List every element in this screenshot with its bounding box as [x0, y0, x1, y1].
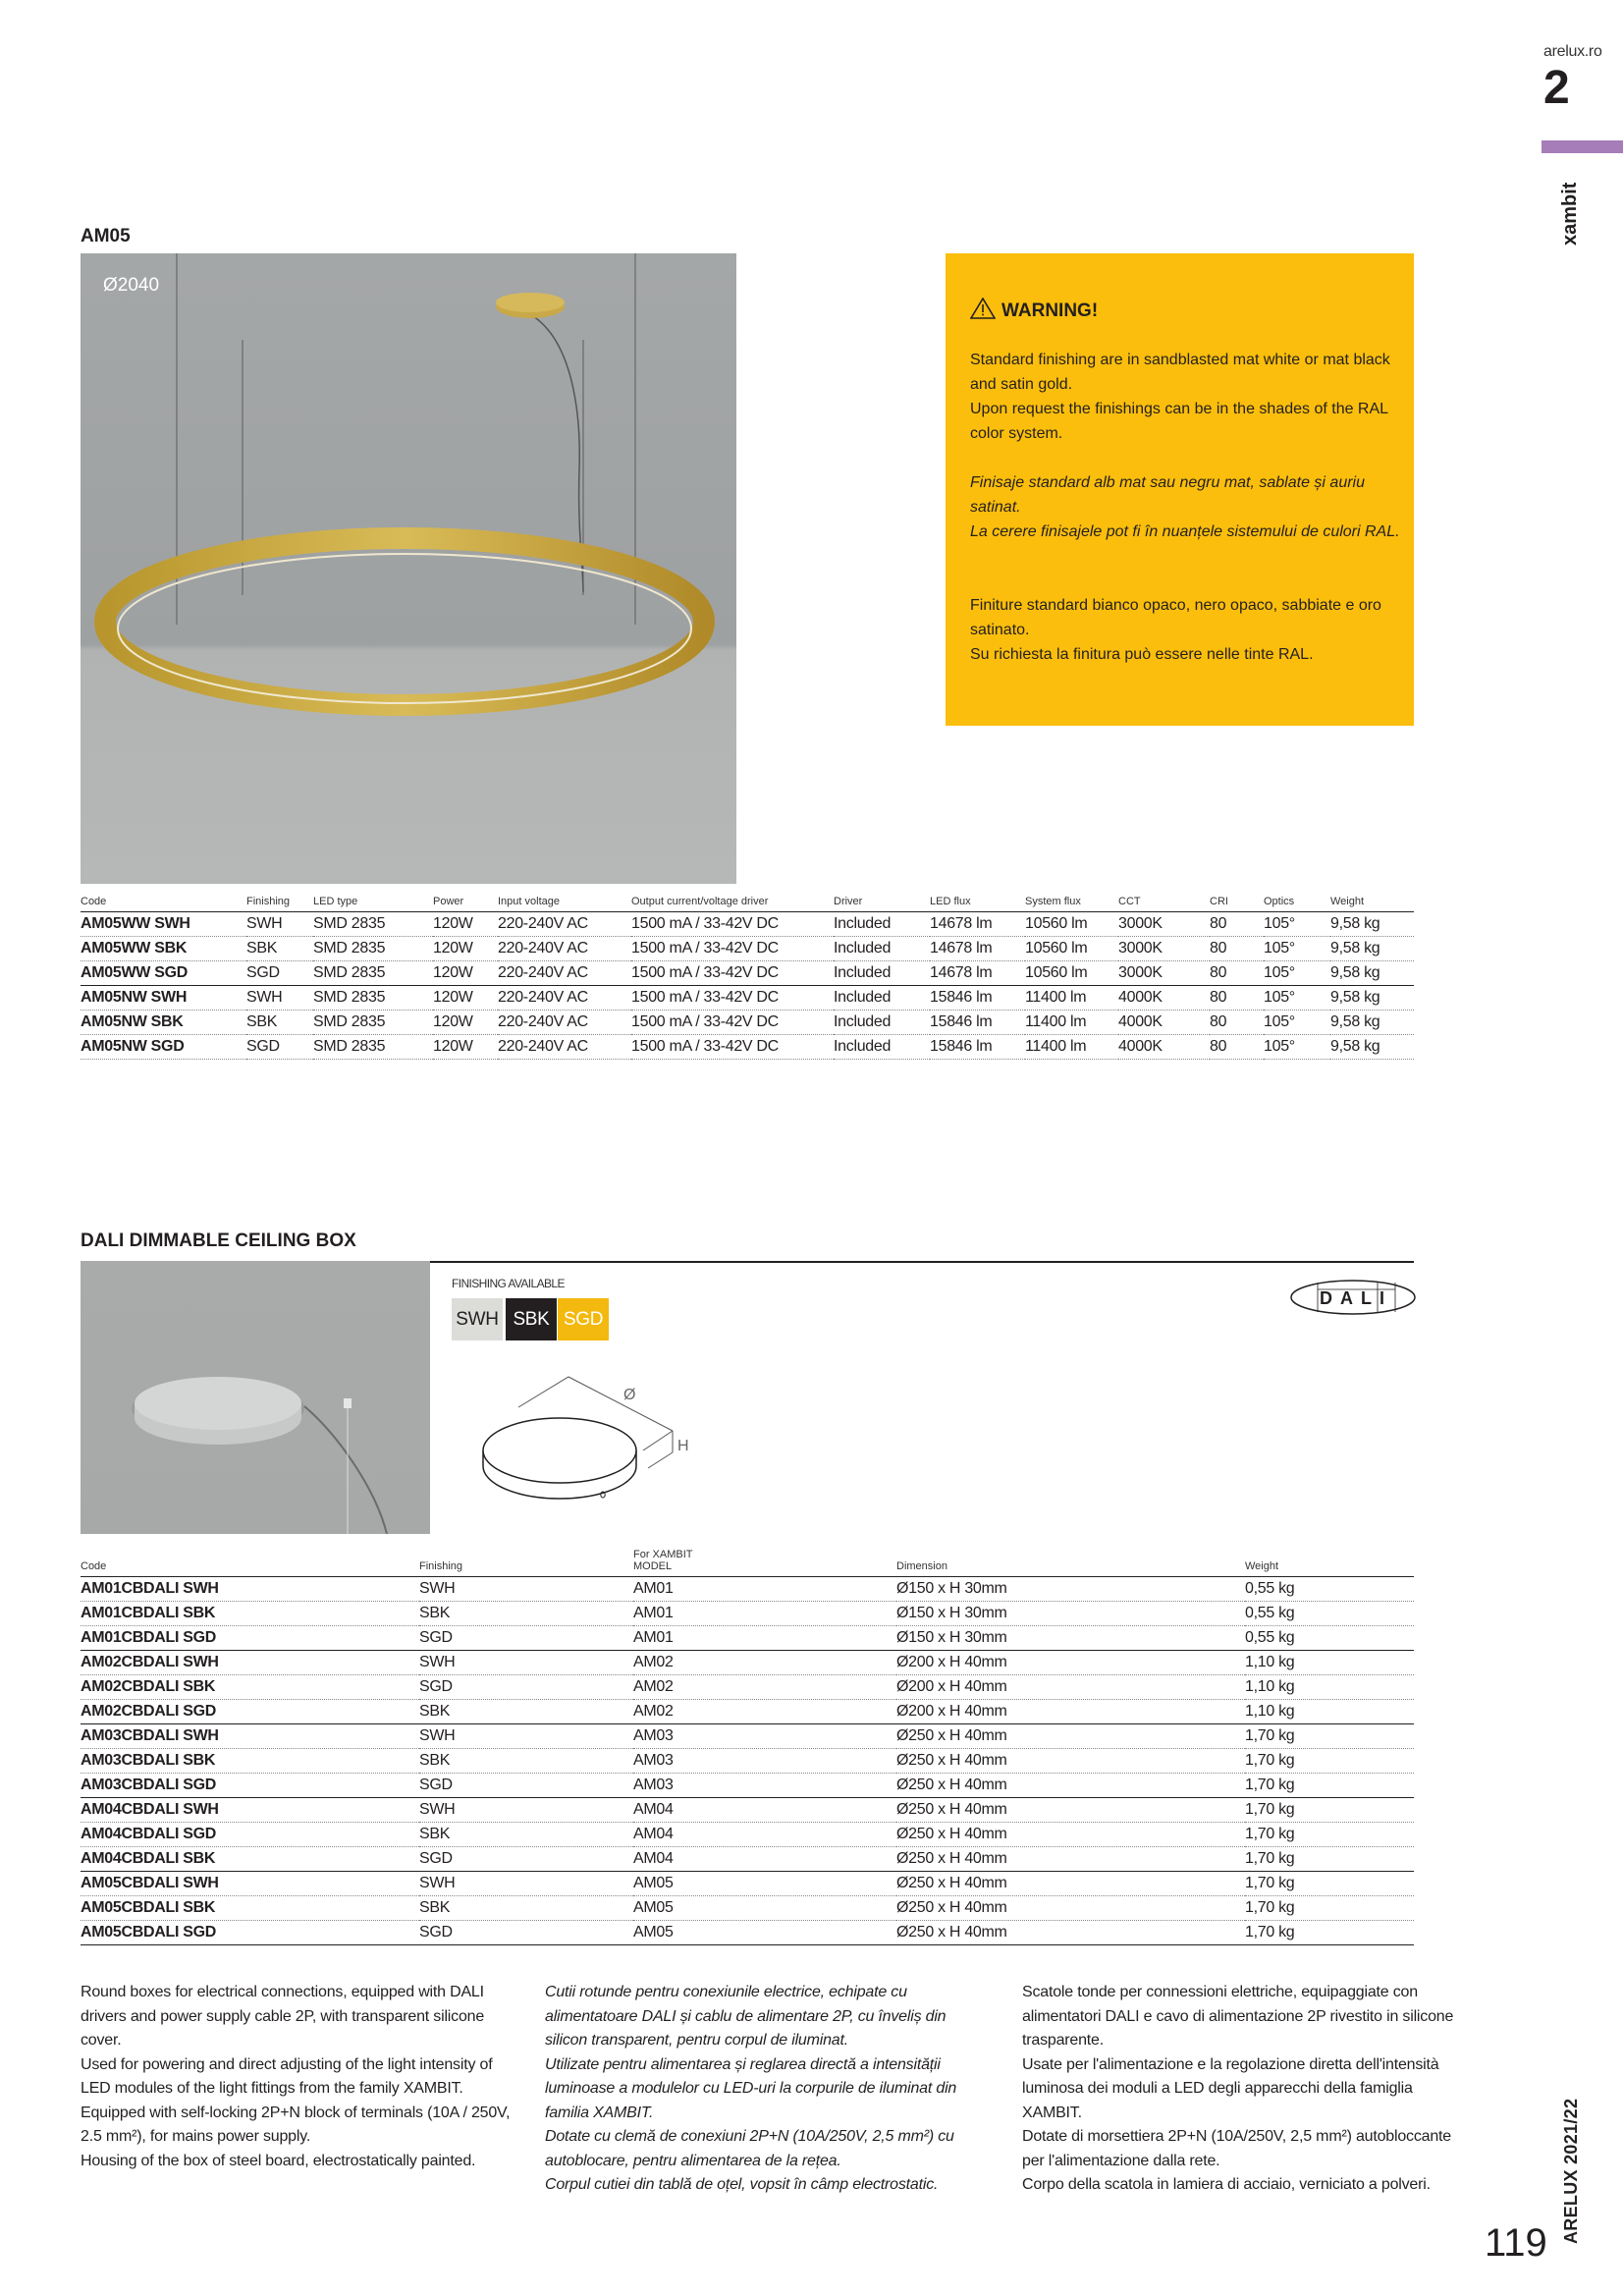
table-cell: SWH: [246, 986, 313, 1011]
family-label: xambit: [1559, 182, 1581, 246]
dali-logo-icon: [1289, 1279, 1417, 1321]
table-cell: 105°: [1264, 986, 1330, 1011]
table-cell: Ø150 x H 30mm: [896, 1577, 1245, 1602]
table-cell: Included: [834, 961, 930, 986]
section-divider: [430, 1261, 1414, 1263]
table-cell: 220-240V AC: [498, 1035, 631, 1060]
table-cell: 1,70 kg: [1245, 1774, 1414, 1798]
table-cell: 1,70 kg: [1245, 1872, 1414, 1896]
table-cell: Included: [834, 1011, 930, 1035]
table-cell: SBK: [419, 1700, 633, 1724]
table-cell: AM02: [633, 1700, 896, 1724]
product-code: AM03CBDALI SBK: [81, 1749, 419, 1774]
col-header: Finishing: [246, 896, 313, 912]
col-header: Driver: [834, 896, 930, 912]
dimension-drawing: [471, 1370, 707, 1532]
product-code: AM02CBDALI SBK: [81, 1675, 419, 1700]
table-cell: 11400 lm: [1025, 986, 1118, 1011]
table-cell: 4000K: [1118, 1011, 1210, 1035]
table-cell: 220-240V AC: [498, 986, 631, 1011]
table-cell: Ø250 x H 40mm: [896, 1896, 1245, 1921]
table-cell: 1,70 kg: [1245, 1823, 1414, 1847]
chapter-number: 2: [1543, 62, 1570, 114]
table-cell: 120W: [433, 937, 498, 961]
table-cell: Included: [834, 912, 930, 937]
table-cell: 1,10 kg: [1245, 1675, 1414, 1700]
table-cell: Ø250 x H 40mm: [896, 1749, 1245, 1774]
table-cell: 3000K: [1118, 912, 1210, 937]
table-cell: AM04: [633, 1847, 896, 1872]
warning-triangle-icon: [970, 298, 996, 325]
product-photo-am05: [81, 253, 736, 884]
product-photo-dali-box: [81, 1261, 430, 1534]
table-cell: 80: [1210, 961, 1264, 986]
table-cell: SMD 2835: [313, 986, 433, 1011]
col-header-code: Code: [81, 1549, 419, 1577]
col-header-weight: Weight: [1245, 1549, 1414, 1577]
product-code: AM03CBDALI SWH: [81, 1724, 419, 1749]
warning-text-ro: [970, 470, 1402, 544]
table-cell: SBK: [419, 1896, 633, 1921]
table-row: [81, 1724, 1414, 1749]
description-paragraph: Utilizate pentru alimentarea și reglarea directă a intensității luminoase a modulelor cu LED-uri la corpurile de iluminat din familia XAMBIT.: [545, 2055, 957, 2121]
table-cell: 1500 mA / 33-42V DC: [631, 1011, 834, 1035]
table-cell: 9,58 kg: [1330, 1011, 1414, 1035]
warning-ro-line: La cerere finisajele pot fi în nuanțele sistemului de culori RAL.: [970, 523, 1400, 540]
col-header: Weight: [1330, 896, 1414, 912]
table-cell: Ø200 x H 40mm: [896, 1651, 1245, 1675]
warning-heading: [970, 298, 1098, 325]
description-paragraph: Usate per l'alimentazione e la regolazione diretta dell'intensità luminosa dei moduli a LED degli apparecchi della famiglia XAMBIT.: [1022, 2055, 1439, 2121]
table-cell: Ø250 x H 40mm: [896, 1798, 1245, 1823]
table-cell: 1,10 kg: [1245, 1651, 1414, 1675]
table-cell: 105°: [1264, 912, 1330, 937]
section-title-dali: DALI DIMMABLE CEILING BOX: [81, 1230, 356, 1251]
table-cell: 220-240V AC: [498, 937, 631, 961]
table-cell: SMD 2835: [313, 1011, 433, 1035]
table-cell: 80: [1210, 986, 1264, 1011]
table-cell: SGD: [419, 1675, 633, 1700]
table-cell: AM04: [633, 1798, 896, 1823]
table-cell: AM01: [633, 1602, 896, 1626]
table-cell: 1,10 kg: [1245, 1700, 1414, 1724]
table-cell: 9,58 kg: [1330, 1035, 1414, 1060]
table-cell: Included: [834, 986, 930, 1011]
table-cell: AM04: [633, 1823, 896, 1847]
description-paragraph: Housing of the box of steel board, electrostatically painted.: [81, 2152, 476, 2169]
finish-swatch-sbk: SBK: [506, 1298, 557, 1340]
table-cell: 10560 lm: [1025, 961, 1118, 986]
diameter-symbol: Ø: [623, 1387, 636, 1403]
table-cell: Ø150 x H 30mm: [896, 1602, 1245, 1626]
product-code: AM05NW SGD: [81, 1035, 246, 1060]
table-row: [81, 1602, 1414, 1626]
product-code: AM02CBDALI SGD: [81, 1700, 419, 1724]
table-cell: Included: [834, 1035, 930, 1060]
table-cell: 9,58 kg: [1330, 986, 1414, 1011]
description-paragraph: Scatole tonde per connessioni elettriche, equipaggiate con alimentatori DALI e cavo di alimentazione 2P rivestito in silicone trasparente.: [1022, 1984, 1454, 2049]
table-cell: Ø250 x H 40mm: [896, 1774, 1245, 1798]
product-code: AM01CBDALI SWH: [81, 1577, 419, 1602]
catalog-label: ARELUX 2021/22: [1561, 2098, 1581, 2244]
table-cell: 10560 lm: [1025, 912, 1118, 937]
product-code: AM05NW SWH: [81, 986, 246, 1011]
description-paragraph: Equipped with self-locking 2P+N block of terminals (10A / 250V, 2.5 mm²), for mains power supply.: [81, 2104, 511, 2145]
table-cell: 0,55 kg: [1245, 1577, 1414, 1602]
col-header: LED type: [313, 896, 433, 912]
table-header-row: [81, 1549, 1414, 1577]
col-header: Code: [81, 896, 246, 912]
description-english: [81, 1981, 522, 2173]
table-cell: Ø150 x H 30mm: [896, 1626, 1245, 1651]
table-cell: 0,55 kg: [1245, 1626, 1414, 1651]
table-cell: SBK: [246, 937, 313, 961]
table-cell: 105°: [1264, 1035, 1330, 1060]
table-cell: SGD: [419, 1921, 633, 1945]
table-cell: SGD: [246, 1035, 313, 1060]
table-cell: 15846 lm: [930, 986, 1025, 1011]
table-cell: SGD: [419, 1774, 633, 1798]
table-cell: 9,58 kg: [1330, 937, 1414, 961]
col-header: LED flux: [930, 896, 1025, 912]
table-cell: AM03: [633, 1749, 896, 1774]
col-header: CCT: [1118, 896, 1210, 912]
table-cell: 14678 lm: [930, 937, 1025, 961]
table-cell: 1,70 kg: [1245, 1896, 1414, 1921]
table-cell: SMD 2835: [313, 937, 433, 961]
table-cell: 1,70 kg: [1245, 1921, 1414, 1945]
table-row: [81, 937, 1414, 961]
product-code: AM05CBDALI SWH: [81, 1872, 419, 1896]
table-cell: 1500 mA / 33-42V DC: [631, 912, 834, 937]
table-cell: 80: [1210, 1035, 1264, 1060]
table-cell: Ø250 x H 40mm: [896, 1921, 1245, 1945]
col-header: Optics: [1264, 896, 1330, 912]
description-paragraph: Round boxes for electrical connections, equipped with DALI drivers and power supply cable 2P, with transparent silicone cover.: [81, 1984, 485, 2049]
table-cell: Ø250 x H 40mm: [896, 1872, 1245, 1896]
ceiling-box-illustration: [81, 1261, 430, 1534]
warning-title: WARNING!: [1001, 301, 1099, 321]
page-number: 119: [1485, 2221, 1547, 2265]
product-code: AM02CBDALI SWH: [81, 1651, 419, 1675]
table-cell: SMD 2835: [313, 912, 433, 937]
catalog-tab: [1561, 2098, 1591, 2244]
table-cell: 120W: [433, 1011, 498, 1035]
description-italian: [1022, 1981, 1454, 2198]
dali-spec-table: [81, 1549, 1414, 1945]
warning-en-line: Upon request the finishings can be in the shades of the RAL color system.: [970, 401, 1388, 442]
chapter-color-bar: [1542, 140, 1623, 153]
table-cell: 11400 lm: [1025, 1011, 1118, 1035]
table-row: [81, 1823, 1414, 1847]
table-row: [81, 1651, 1414, 1675]
table-cell: 4000K: [1118, 986, 1210, 1011]
table-cell: 105°: [1264, 961, 1330, 986]
table-cell: SGD: [419, 1626, 633, 1651]
table-cell: 120W: [433, 1035, 498, 1060]
description-paragraph: Used for powering and direct adjusting of the light intensity of LED modules of the light fittings from the family XAMBIT.: [81, 2055, 493, 2097]
table-row: [81, 1921, 1414, 1945]
product-code: AM05WW SBK: [81, 937, 246, 961]
table-cell: 9,58 kg: [1330, 961, 1414, 986]
table-cell: SMD 2835: [313, 1035, 433, 1060]
table-cell: SBK: [419, 1749, 633, 1774]
table-cell: SWH: [419, 1724, 633, 1749]
description-paragraph: Dotate cu clemă de conexiuni 2P+N (10A/250V, 2,5 mm²) cu autoblocare, pentru alimentarea de la rețea.: [545, 2128, 954, 2169]
table-row: [81, 1798, 1414, 1823]
table-cell: AM05: [633, 1896, 896, 1921]
ring-pendant-illustration: [81, 253, 736, 884]
table-cell: 11400 lm: [1025, 1035, 1118, 1060]
model-header-line: For XAMBIT: [633, 1549, 693, 1560]
finish-swatch-sgd: SGD: [558, 1298, 609, 1340]
table-cell: 14678 lm: [930, 961, 1025, 986]
table-cell: AM02: [633, 1675, 896, 1700]
warning-it-line: Finiture standard bianco opaco, nero opaco, sabbiate e oro satinato.: [970, 597, 1381, 638]
table-row: [81, 1626, 1414, 1651]
table-cell: 1,70 kg: [1245, 1798, 1414, 1823]
table-cell: 15846 lm: [930, 1011, 1025, 1035]
table-cell: 1,70 kg: [1245, 1749, 1414, 1774]
section-title-am05: AM05: [81, 226, 131, 246]
warning-it-line: Su richiesta la finitura può essere nelle tinte RAL.: [970, 646, 1314, 663]
product-code: AM05CBDALI SGD: [81, 1921, 419, 1945]
col-header: Output current/voltage driver: [631, 896, 834, 912]
description-paragraph: Corpul cutiei din tablă de oțel, vopsit în câmp electrostatic.: [545, 2176, 939, 2193]
table-cell: 80: [1210, 912, 1264, 937]
table-row: [81, 986, 1414, 1011]
description-paragraph: Corpo della scatola in lamiera di acciaio, verniciato a polveri.: [1022, 2176, 1431, 2193]
table-row: [81, 1872, 1414, 1896]
am05-spec-table: [81, 896, 1414, 1060]
description-romanian: [545, 1981, 987, 2198]
table-row: [81, 1577, 1414, 1602]
table-cell: 10560 lm: [1025, 937, 1118, 961]
table-row: [81, 912, 1414, 937]
table-cell: SWH: [419, 1577, 633, 1602]
warning-text-en: [970, 348, 1402, 446]
website-label: arelux.ro: [1543, 43, 1602, 60]
description-paragraph: Dotate di morsettiera 2P+N (10A/250V, 2,5 mm²) autobloccante per l'alimentazione dalla rete.: [1022, 2128, 1451, 2169]
table-cell: AM02: [633, 1651, 896, 1675]
table-row: [81, 961, 1414, 986]
table-cell: 3000K: [1118, 937, 1210, 961]
table-row: [81, 1749, 1414, 1774]
table-row: [81, 1675, 1414, 1700]
table-cell: 3000K: [1118, 961, 1210, 986]
table-row: [81, 1035, 1414, 1060]
table-cell: SWH: [419, 1872, 633, 1896]
col-header: System flux: [1025, 896, 1118, 912]
finishing-available-label: FINISHING AVAILABLE: [452, 1277, 565, 1290]
table-cell: SWH: [246, 912, 313, 937]
table-cell: 1,70 kg: [1245, 1724, 1414, 1749]
finish-swatch-swh: SWH: [452, 1298, 503, 1340]
product-code: AM03CBDALI SGD: [81, 1774, 419, 1798]
product-code: AM04CBDALI SWH: [81, 1798, 419, 1823]
product-code: AM04CBDALI SBK: [81, 1847, 419, 1872]
col-header: CRI: [1210, 896, 1264, 912]
table-cell: Ø250 x H 40mm: [896, 1847, 1245, 1872]
table-cell: 0,55 kg: [1245, 1602, 1414, 1626]
product-code: AM01CBDALI SGD: [81, 1626, 419, 1651]
warning-en-line: Standard finishing are in sandblasted mat white or mat black and satin gold.: [970, 352, 1390, 393]
table-cell: SWH: [419, 1651, 633, 1675]
table-cell: AM03: [633, 1724, 896, 1749]
table-cell: SMD 2835: [313, 961, 433, 986]
table-cell: Ø200 x H 40mm: [896, 1675, 1245, 1700]
table-cell: Ø200 x H 40mm: [896, 1700, 1245, 1724]
product-code: AM05WW SGD: [81, 961, 246, 986]
description-paragraph: Cutii rotunde pentru conexiunile electrice, echipate cu alimentatoare DALI și cablu de alimentare 2P, cu înveliș din silicon transparent, pentru corpul de iluminat.: [545, 1984, 947, 2049]
warning-text-it: [970, 593, 1402, 667]
table-row: [81, 1896, 1414, 1921]
table-cell: 1500 mA / 33-42V DC: [631, 1035, 834, 1060]
table-cell: 15846 lm: [930, 1035, 1025, 1060]
table-cell: SBK: [246, 1011, 313, 1035]
table-row: [81, 1774, 1414, 1798]
table-cell: Ø250 x H 40mm: [896, 1724, 1245, 1749]
table-cell: AM05: [633, 1921, 896, 1945]
table-cell: 120W: [433, 912, 498, 937]
col-header-finishing: Finishing: [419, 1549, 633, 1577]
height-symbol: H: [677, 1438, 689, 1454]
table-cell: SWH: [419, 1798, 633, 1823]
table-cell: 80: [1210, 1011, 1264, 1035]
warning-ro-line: Finisaje standard alb mat sau negru mat, sablate și auriu satinat.: [970, 474, 1365, 516]
product-code: AM01CBDALI SBK: [81, 1602, 419, 1626]
table-cell: AM01: [633, 1577, 896, 1602]
table-cell: 1500 mA / 33-42V DC: [631, 937, 834, 961]
product-code: AM05CBDALI SBK: [81, 1896, 419, 1921]
col-header: Input voltage: [498, 896, 631, 912]
table-cell: AM01: [633, 1626, 896, 1651]
table-row: [81, 1700, 1414, 1724]
table-cell: 220-240V AC: [498, 1011, 631, 1035]
table-cell: 14678 lm: [930, 912, 1025, 937]
table-cell: 80: [1210, 937, 1264, 961]
table-cell: Included: [834, 937, 930, 961]
table-cell: 220-240V AC: [498, 912, 631, 937]
table-header-row: [81, 896, 1414, 912]
table-cell: 105°: [1264, 937, 1330, 961]
table-cell: 1500 mA / 33-42V DC: [631, 986, 834, 1011]
table-cell: 1500 mA / 33-42V DC: [631, 961, 834, 986]
col-header-model: [633, 1549, 896, 1577]
model-header-line: MODEL: [633, 1560, 673, 1572]
table-cell: AM05: [633, 1872, 896, 1896]
table-cell: SGD: [419, 1847, 633, 1872]
table-cell: 4000K: [1118, 1035, 1210, 1060]
diameter-label: Ø2040: [103, 275, 160, 296]
table-cell: SBK: [419, 1602, 633, 1626]
table-cell: 120W: [433, 986, 498, 1011]
col-header: Power: [433, 896, 498, 912]
table-row: [81, 1011, 1414, 1035]
col-header-dimension: Dimension: [896, 1549, 1245, 1577]
table-cell: 9,58 kg: [1330, 912, 1414, 937]
table-row: [81, 1847, 1414, 1872]
table-cell: 105°: [1264, 1011, 1330, 1035]
table-cell: SBK: [419, 1823, 633, 1847]
product-code: AM04CBDALI SGD: [81, 1823, 419, 1847]
table-cell: 120W: [433, 961, 498, 986]
dali-logo-text: DALI: [1320, 1288, 1392, 1308]
family-tab: [1559, 167, 1589, 246]
table-cell: 1,70 kg: [1245, 1847, 1414, 1872]
product-code: AM05NW SBK: [81, 1011, 246, 1035]
product-code: AM05WW SWH: [81, 912, 246, 937]
table-cell: SGD: [246, 961, 313, 986]
table-cell: 220-240V AC: [498, 961, 631, 986]
table-cell: Ø250 x H 40mm: [896, 1823, 1245, 1847]
table-cell: AM03: [633, 1774, 896, 1798]
